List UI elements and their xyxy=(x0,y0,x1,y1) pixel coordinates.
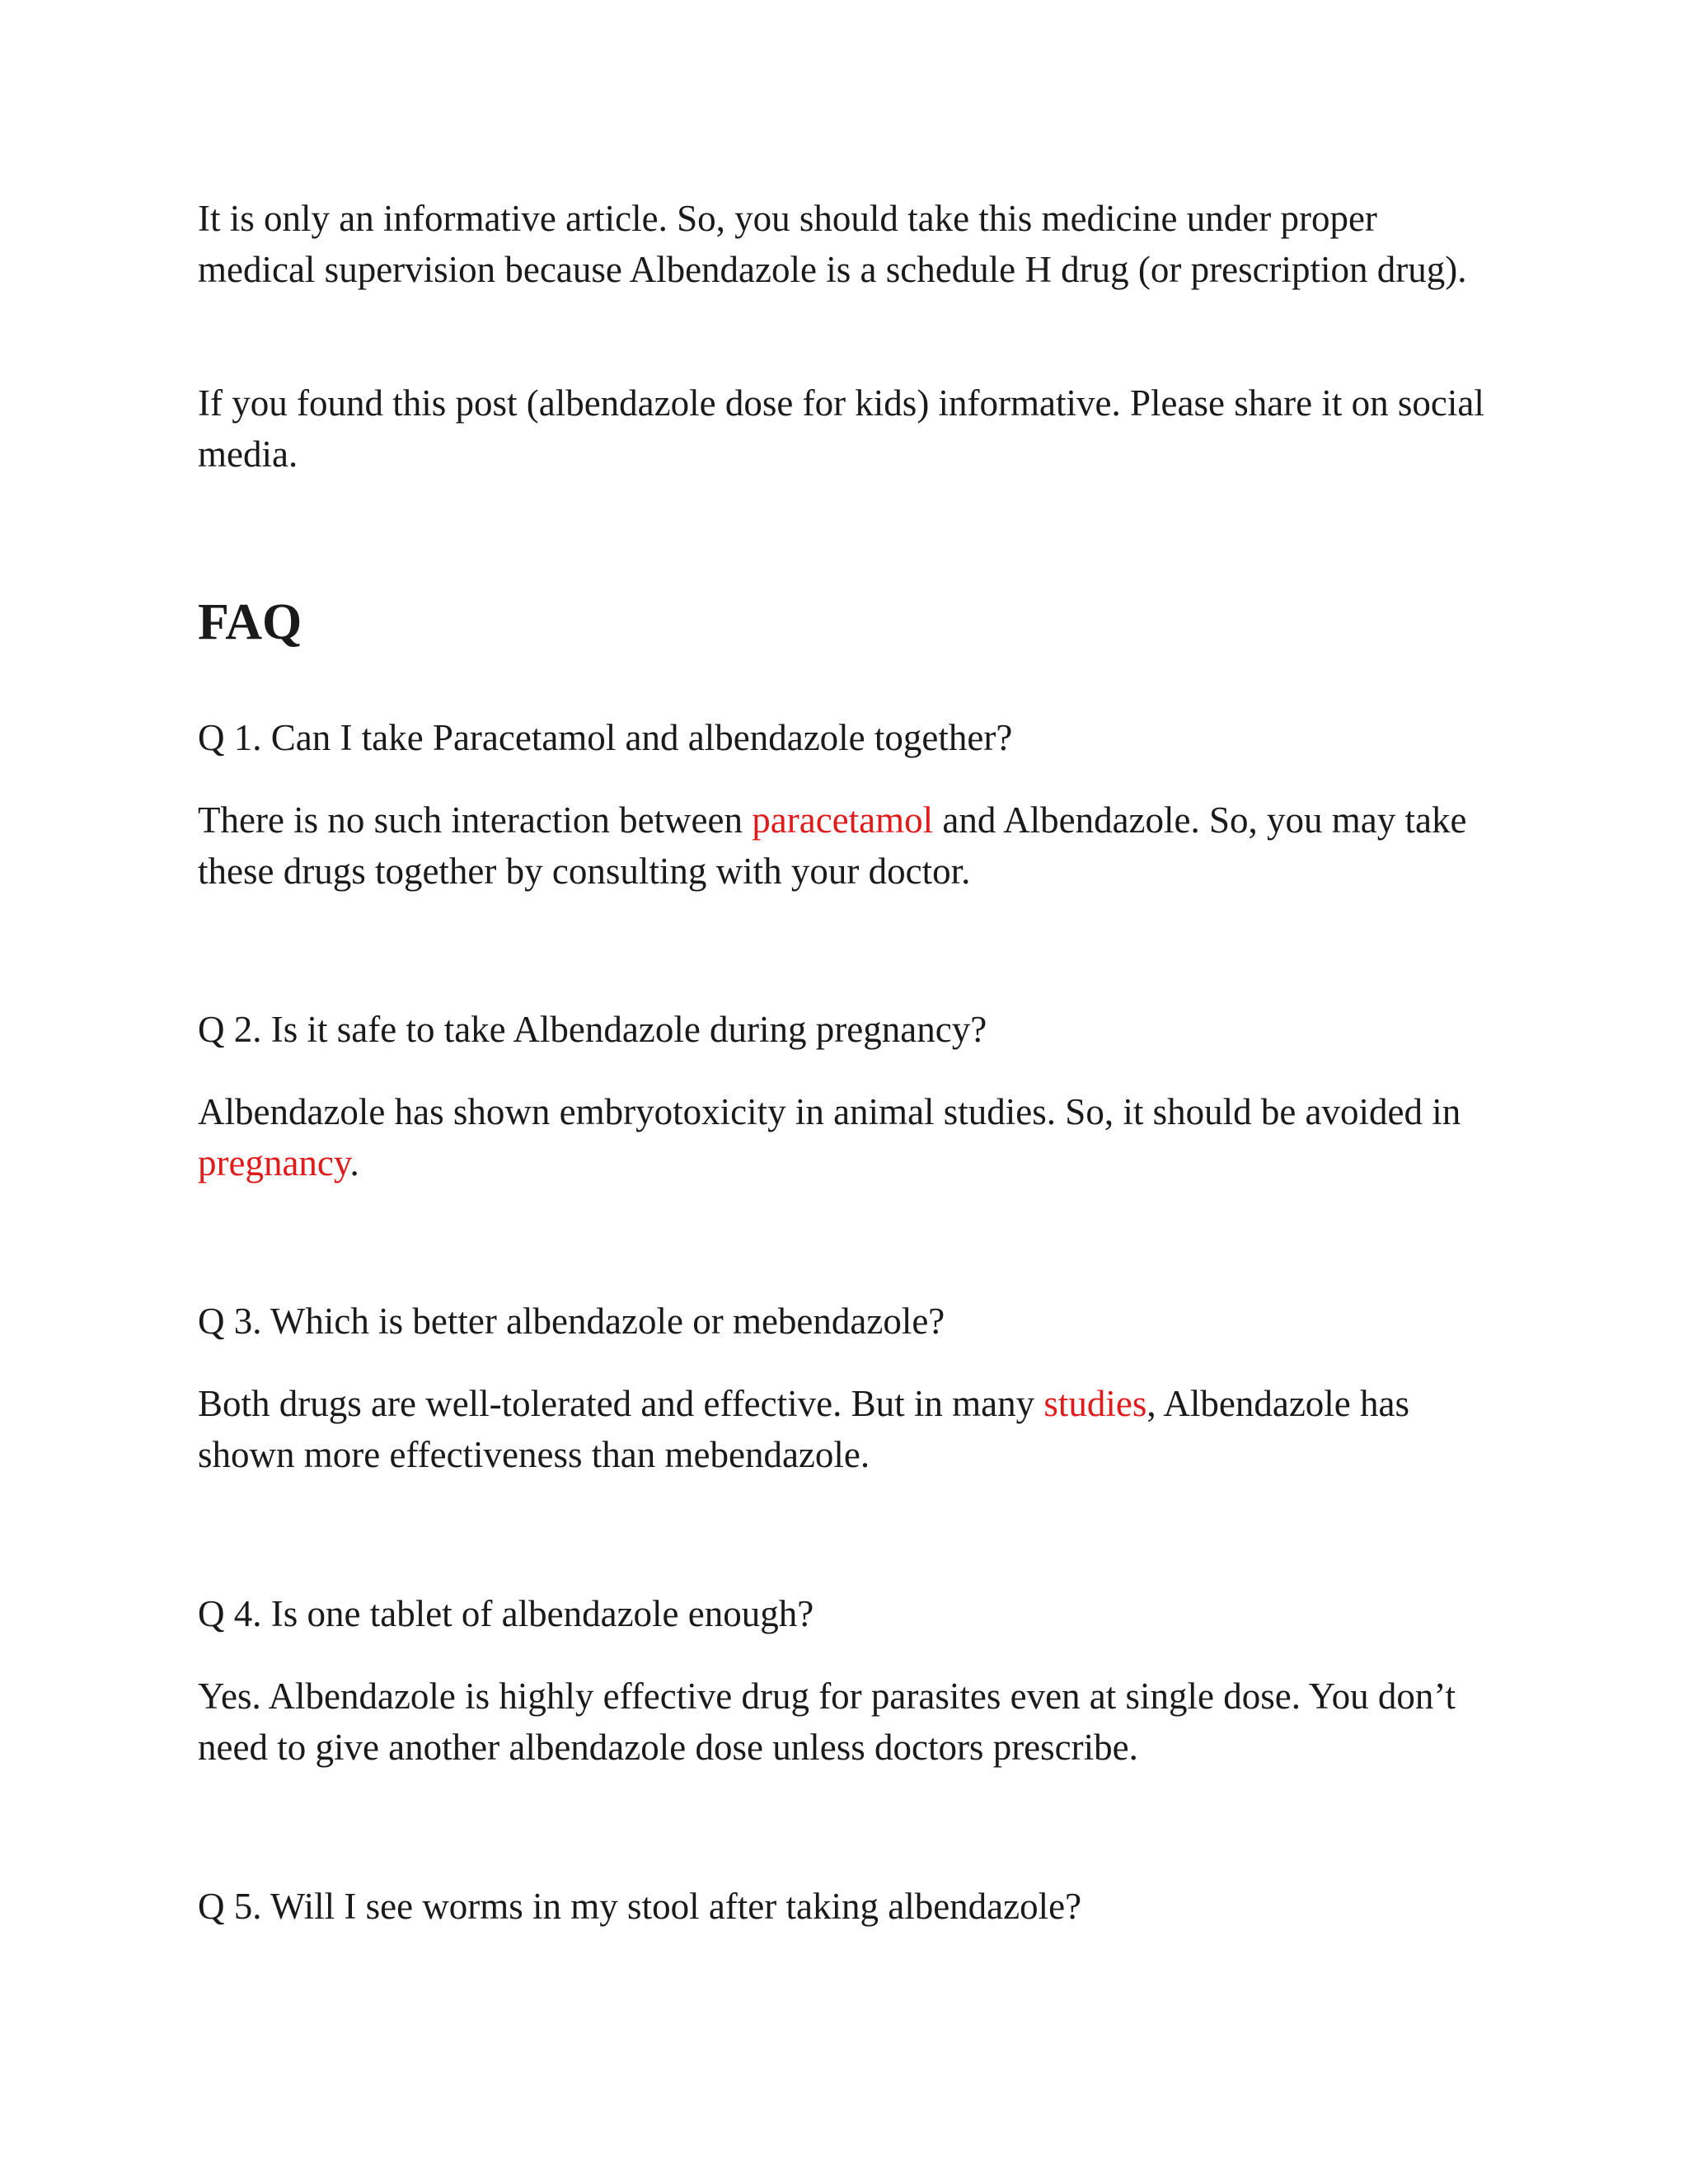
answer-text: Both drugs are well-tolerated and effective. But in many xyxy=(198,1383,1044,1424)
faq-answer-3 xyxy=(198,1378,1500,1480)
faq-question-2: Q 2. Is it safe to take Albendazole during pregnancy? xyxy=(198,1009,987,1050)
answer-text: There is no such interaction between xyxy=(198,799,753,841)
answer-text: . xyxy=(349,1142,359,1183)
pregnancy-link[interactable]: pregnancy xyxy=(198,1142,350,1183)
intro-paragraph-1: It is only an informative article. So, you should take this medicine under proper medical supervision because Albendazole is a schedule H drug (or prescription drug). xyxy=(198,198,1467,290)
faq-heading: FAQ xyxy=(198,594,302,650)
faq-answer-1 xyxy=(198,794,1500,897)
faq-question-4: Q 4. Is one tablet of albendazole enough? xyxy=(198,1593,814,1634)
intro-paragraph-2: If you found this post (albendazole dose for kids) informative. Please share it on social media. xyxy=(198,382,1484,475)
paracetamol-link[interactable]: paracetamol xyxy=(752,799,934,841)
faq-question-5: Q 5. Will I see worms in my stool after taking albendazole? xyxy=(198,1886,1082,1927)
answer-text: , Albendazole has shown more effectiveness than mebendazole. xyxy=(198,1383,1410,1475)
faq-question-1: Q 1. Can I take Paracetamol and albendazole together? xyxy=(198,717,1013,758)
answer-text: and Albendazole. So, you may take these drugs together by consulting with your doctor. xyxy=(198,799,1467,892)
studies-link[interactable]: studies xyxy=(1043,1383,1147,1424)
faq-answer-2 xyxy=(198,1086,1500,1188)
faq-question-3: Q 3. Which is better albendazole or mebendazole? xyxy=(198,1301,945,1342)
faq-answer-4: Yes. Albendazole is highly effective drug for parasites even at single dose. You don’t need to give another albendazole dose unless doctors prescribe. xyxy=(198,1675,1456,1768)
answer-text: Albendazole has shown embryotoxicity in animal studies. So, it should be avoided in xyxy=(198,1091,1461,1132)
